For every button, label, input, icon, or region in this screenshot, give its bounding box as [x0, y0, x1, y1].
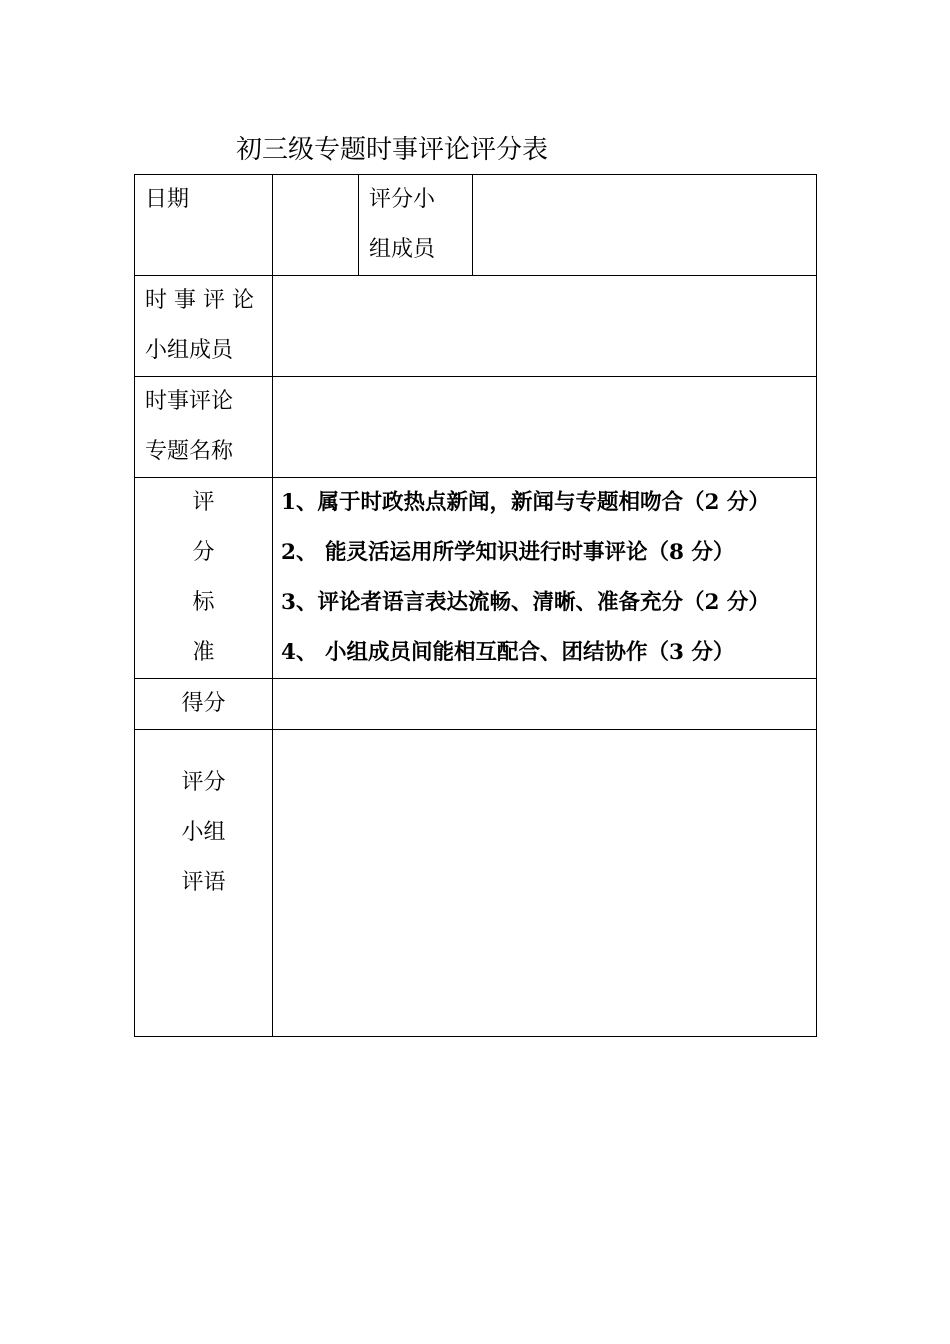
topic-label-line-2: 专题名称	[145, 439, 234, 464]
commentary-group-label-line-1: 时 事 评 论	[145, 288, 254, 313]
criteria-item-4: 4、 小组成员间能相互配合、团结协作（3 分）	[281, 640, 735, 665]
topic-label-line-1: 时事评论	[145, 389, 234, 414]
comment-label-line-3: 评语	[181, 870, 226, 895]
comment-label-cell	[135, 730, 273, 1037]
criteria-item-2: 2、 能灵活运用所学知识进行时事评论（8 分）	[281, 540, 735, 565]
commentary-group-label-line-2: 小组成员	[145, 338, 234, 363]
criteria-label-char-3: 标	[192, 590, 215, 615]
criteria-label-char-4: 准	[192, 640, 215, 665]
table-row-criteria	[135, 478, 817, 679]
criteria-list-cell	[273, 478, 817, 679]
score-input-cell[interactable]	[273, 679, 817, 730]
rating-group-label-cell	[359, 175, 473, 276]
criteria-item-3: 3、评论者语言表达流畅、清晰、准备充分（2 分）	[281, 590, 770, 615]
table-row-comment	[135, 730, 817, 1037]
table-row-score	[135, 679, 817, 730]
rating-group-label-line-2: 组成员	[369, 237, 436, 262]
criteria-label-char-2: 分	[192, 540, 215, 565]
criteria-item-1: 1、属于时政热点新闻，新闻与专题相吻合（2 分）	[281, 490, 770, 515]
score-label: 得分	[181, 691, 226, 716]
topic-input-cell[interactable]	[273, 377, 817, 478]
date-input-cell[interactable]	[273, 175, 359, 276]
commentary-group-label-cell	[135, 276, 273, 377]
date-label-cell	[135, 175, 273, 276]
scoring-table	[134, 174, 817, 1037]
rating-group-input-cell[interactable]	[473, 175, 817, 276]
commentary-group-input-cell[interactable]	[273, 276, 817, 377]
criteria-label-cell	[135, 478, 273, 679]
topic-label-cell	[135, 377, 273, 478]
date-label: 日期	[145, 187, 190, 212]
comment-label-line-1: 评分	[181, 770, 226, 795]
score-label-cell	[135, 679, 273, 730]
comment-input-cell[interactable]	[273, 730, 817, 1037]
comment-label-line-2: 小组	[181, 820, 226, 845]
table-row-commentary-group	[135, 276, 817, 377]
table-row-topic	[135, 377, 817, 478]
criteria-label-char-1: 评	[192, 490, 215, 515]
rating-group-label-line-1: 评分小	[369, 187, 436, 212]
form-title: 初三级专题时事评论评分表	[236, 135, 549, 165]
table-row-date	[135, 175, 817, 276]
